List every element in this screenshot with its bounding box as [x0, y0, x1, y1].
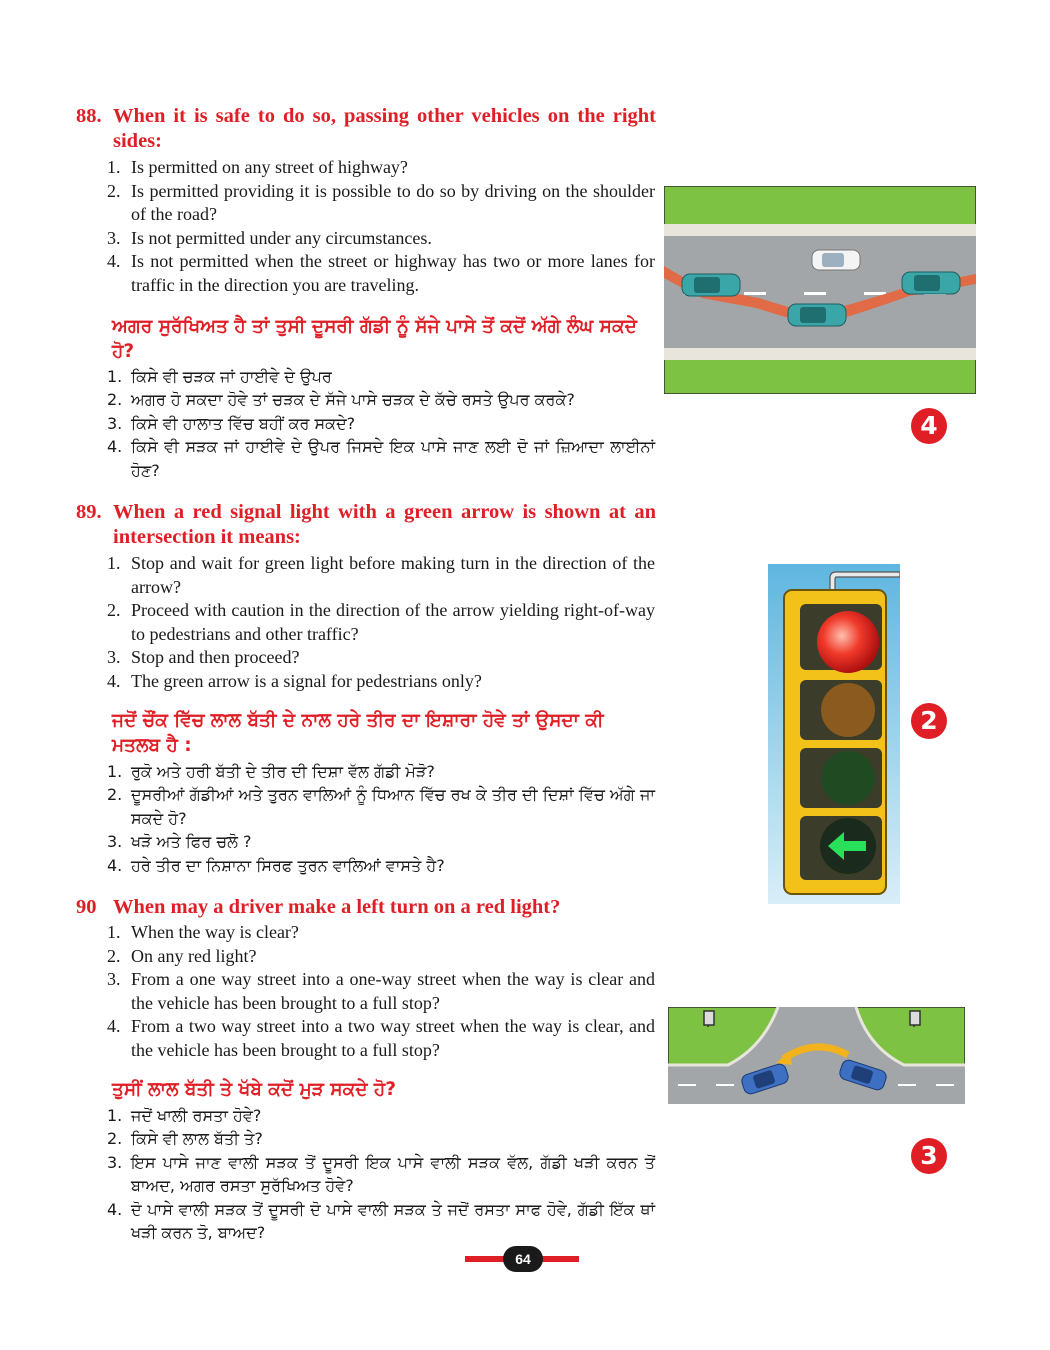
option-3: 3. Stop and then proceed? — [107, 647, 300, 668]
option-1: 1. Stop and wait for green light before making turn in the direction of the arrow? — [107, 553, 655, 597]
question-89-options-pa — [107, 760, 655, 877]
question-text: When may a driver make a left turn on a red light? — [113, 896, 561, 918]
question-88-title — [76, 104, 656, 154]
option-1: 1. ਰੁਕੋ ਅਤੇ ਹਰੀ ਬੱਤੀ ਦੇ ਤੀਰ ਦੀ ਦਿਸ਼ਾ ਵੱਲ ਗੱਡੀ ਮੋੜੋ? — [107, 762, 435, 781]
traffic-signal-illustration — [768, 564, 900, 904]
question-88-options-en — [107, 156, 655, 298]
question-90-title-punjabi: ਤੁਸੀਂ ਲਾਲ ਬੱਤੀ ਤੇ ਖੱਬੇ ਕਦੋਂ ਮੁੜ ਸਕਦੇ ਹੋ? — [112, 1079, 397, 1100]
option-4: 4. The green arrow is a signal for pedestrians only? — [107, 670, 482, 691]
option-1: 1. When the way is clear? — [107, 922, 299, 942]
question-88-title-punjabi: ਅਗਰ ਸੁਰੱਖਿਅਤ ਹੈ ਤਾਂ ਤੁਸੀ ਦੂਸਰੀ ਗੱਡੀ ਨੂੰ ਸੱਜੇ ਪਾਸੇ ਤੋਂ ਕਦੋਂ ਅੱਗੇ ਲੰਘ ਸਕਦੇ ਹੋ? — [112, 316, 637, 362]
green-light-icon — [821, 751, 875, 805]
option-3: 3. ਇਸ ਪਾਸੇ ਜਾਣ ਵਾਲੀ ਸੜਕ ਤੋਂ ਦੂਸਰੀ ਇਕ ਪਾਸੇ ਵਾਲੀ ਸੜਕ ਵੱਲ, ਗੱਡੀ ਖੜੀ ਕਰਨ ਤੋਂ ਬਾਅਦ, ਅਗਰ ਰਸਤਾ ਸੁਰੱਖਿਅਤ ਹੋਵੇ? — [107, 1152, 655, 1196]
question-89-title — [76, 500, 656, 550]
option-1: 1. ਜਦੋਂ ਖਾਲੀ ਰਸਤਾ ਹੋਵੇ? — [107, 1106, 262, 1125]
car-icon — [812, 250, 860, 270]
question-90-options-en — [107, 921, 655, 1063]
question-90-title — [76, 895, 656, 920]
option-2: 2. On any red light? — [107, 945, 257, 966]
option-2: 2. ਦੂਸਰੀਆਂ ਗੱਡੀਆਂ ਅਤੇ ਤੁਰਨ ਵਾਲਿਆਂ ਨੂੰ ਧਿਆਨ ਵਿੱਚ ਰਖ ਕੇ ਤੀਰ ਦੀ ਦਿਸ਼ਾਂ ਵਿੱਚ ਅੱਗੇ ਜਾ ਸਕਦੇ ਹੋ? — [107, 785, 655, 828]
question-text: When it is safe to do so, passing other vehicles on the right sides: — [113, 105, 656, 152]
car-icon — [788, 304, 846, 326]
question-89-options-en — [107, 552, 655, 694]
option-3: 3. ਖੜੋ ਅਤੇ ਫਿਰ ਚਲੋ ? — [107, 832, 252, 852]
footer-rule-left — [465, 1256, 505, 1262]
red-light-icon — [817, 611, 879, 673]
question-89-title-punjabi: ਜਦੋਂ ਚੌਂਕ ਵਿੱਚ ਲਾਲ ਬੱਤੀ ਦੇ ਨਾਲ ਹਰੇ ਤੀਰ ਦਾ ਇਸ਼ਾਰਾ ਹੋਵੇ ਤਾਂ ਉਸਦਾ ਕੀ ਮਤਲਬ ਹੈ : — [112, 710, 604, 756]
footer-rule-right — [541, 1256, 579, 1262]
option-3: 3. Is not permitted under any circumstances. — [107, 227, 432, 248]
option-1: 1. ਕਿਸੇ ਵੀ ਚੜਕ ਜਾਂ ਹਾਈਵੇ ਦੇ ਉਪਰ — [107, 367, 332, 386]
traffic-light-icon — [910, 1011, 920, 1027]
option-4: 4. ਹਰੇ ਤੀਰ ਦਾ ਨਿਸ਼ਾਨਾ ਸਿਰਫ ਤੁਰਨ ਵਾਲਿਆਂ ਵਾਸਤੇ ਹੈ? — [107, 855, 445, 875]
option-4: 4. From a two way street into a two way street when the way is clear, and the vehicle has been brought to a full stop? — [107, 1016, 655, 1060]
option-2: 2. ਅਗਰ ਹੋ ਸਕਦਾ ਹੋਵੇ ਤਾਂ ਚੜਕ ਦੇ ਸੱਜੇ ਪਾਸੇ ਚੜਕ ਦੇ ਕੱਚੇ ਰਸਤੇ ਉਪਰ ਕਰਕੇ? — [107, 390, 575, 410]
car-icon — [902, 272, 960, 294]
left-turn-illustration — [668, 1007, 965, 1104]
amber-light-icon — [821, 683, 875, 737]
traffic-light-icon — [704, 1011, 714, 1027]
question-text: When a red signal light with a green arrow is shown at an intersection it means: — [113, 501, 656, 548]
option-1: 1. Is permitted on any street of highway? — [107, 157, 408, 177]
car-icon — [682, 274, 740, 296]
question-number: 90 — [76, 896, 97, 918]
answer-badge: 2 — [911, 703, 947, 739]
answer-badge: 3 — [911, 1138, 947, 1174]
option-2: 2. Is permitted providing it is possible to do so by driving on the shoulder of the road? — [107, 180, 655, 225]
option-4: 4. Is not permitted when the street or highway has two or more lanes for traffic in the direction you are traveling. — [107, 251, 655, 295]
option-4: 4. ਦੋ ਪਾਸੇ ਵਾਲੀ ਸੜਕ ਤੋਂ ਦੂਸਰੀ ਦੋ ਪਾਸੇ ਵਾਲੀ ਸੜਕ ਤੇ ਜਦੋਂ ਰਸਤਾ ਸਾਫ ਹੋਵੇ, ਗੱਡੀ ਇੱਕ ਥਾਂ ਖੜੀ ਕਰਨ ਤੋ, ਬਾਅਦ? — [107, 1199, 655, 1243]
option-2: 2. Proceed with caution in the direction of the arrow yielding right-of-way to pedestrians and other traffic? — [107, 600, 655, 644]
passing-illustration — [664, 186, 976, 394]
option-3: 3. From a one way street into a one-way street when the way is clear and the vehicle has been brought to a full stop? — [107, 969, 655, 1013]
question-number: 89. — [76, 501, 102, 523]
option-4: 4. ਕਿਸੇ ਵੀ ਸੜਕ ਜਾਂ ਹਾਈਵੇ ਦੇ ਉਪਰ ਜਿਸਦੇ ਇਕ ਪਾਸੇ ਜਾਣ ਲਈ ਦੋ ਜਾਂ ਜ਼ਿਆਦਾ ਲਾਈਨਾਂ ਹੋਣ? — [107, 437, 655, 480]
option-3: 3. ਕਿਸੇ ਵੀ ਹਾਲਾਤ ਵਿੱਚ ਬਹੀਂ ਕਰ ਸਕਦੇ? — [107, 413, 356, 433]
question-number: 88. — [76, 105, 102, 127]
question-88-options-pa — [107, 365, 655, 482]
page-number: 64 — [503, 1246, 543, 1272]
option-2: 2. ਕਿਸੇ ਵੀ ਲਾਲ ਬੱਤੀ ਤੇ? — [107, 1129, 263, 1149]
answer-badge: 4 — [911, 408, 947, 444]
question-90-options-pa — [107, 1104, 655, 1244]
